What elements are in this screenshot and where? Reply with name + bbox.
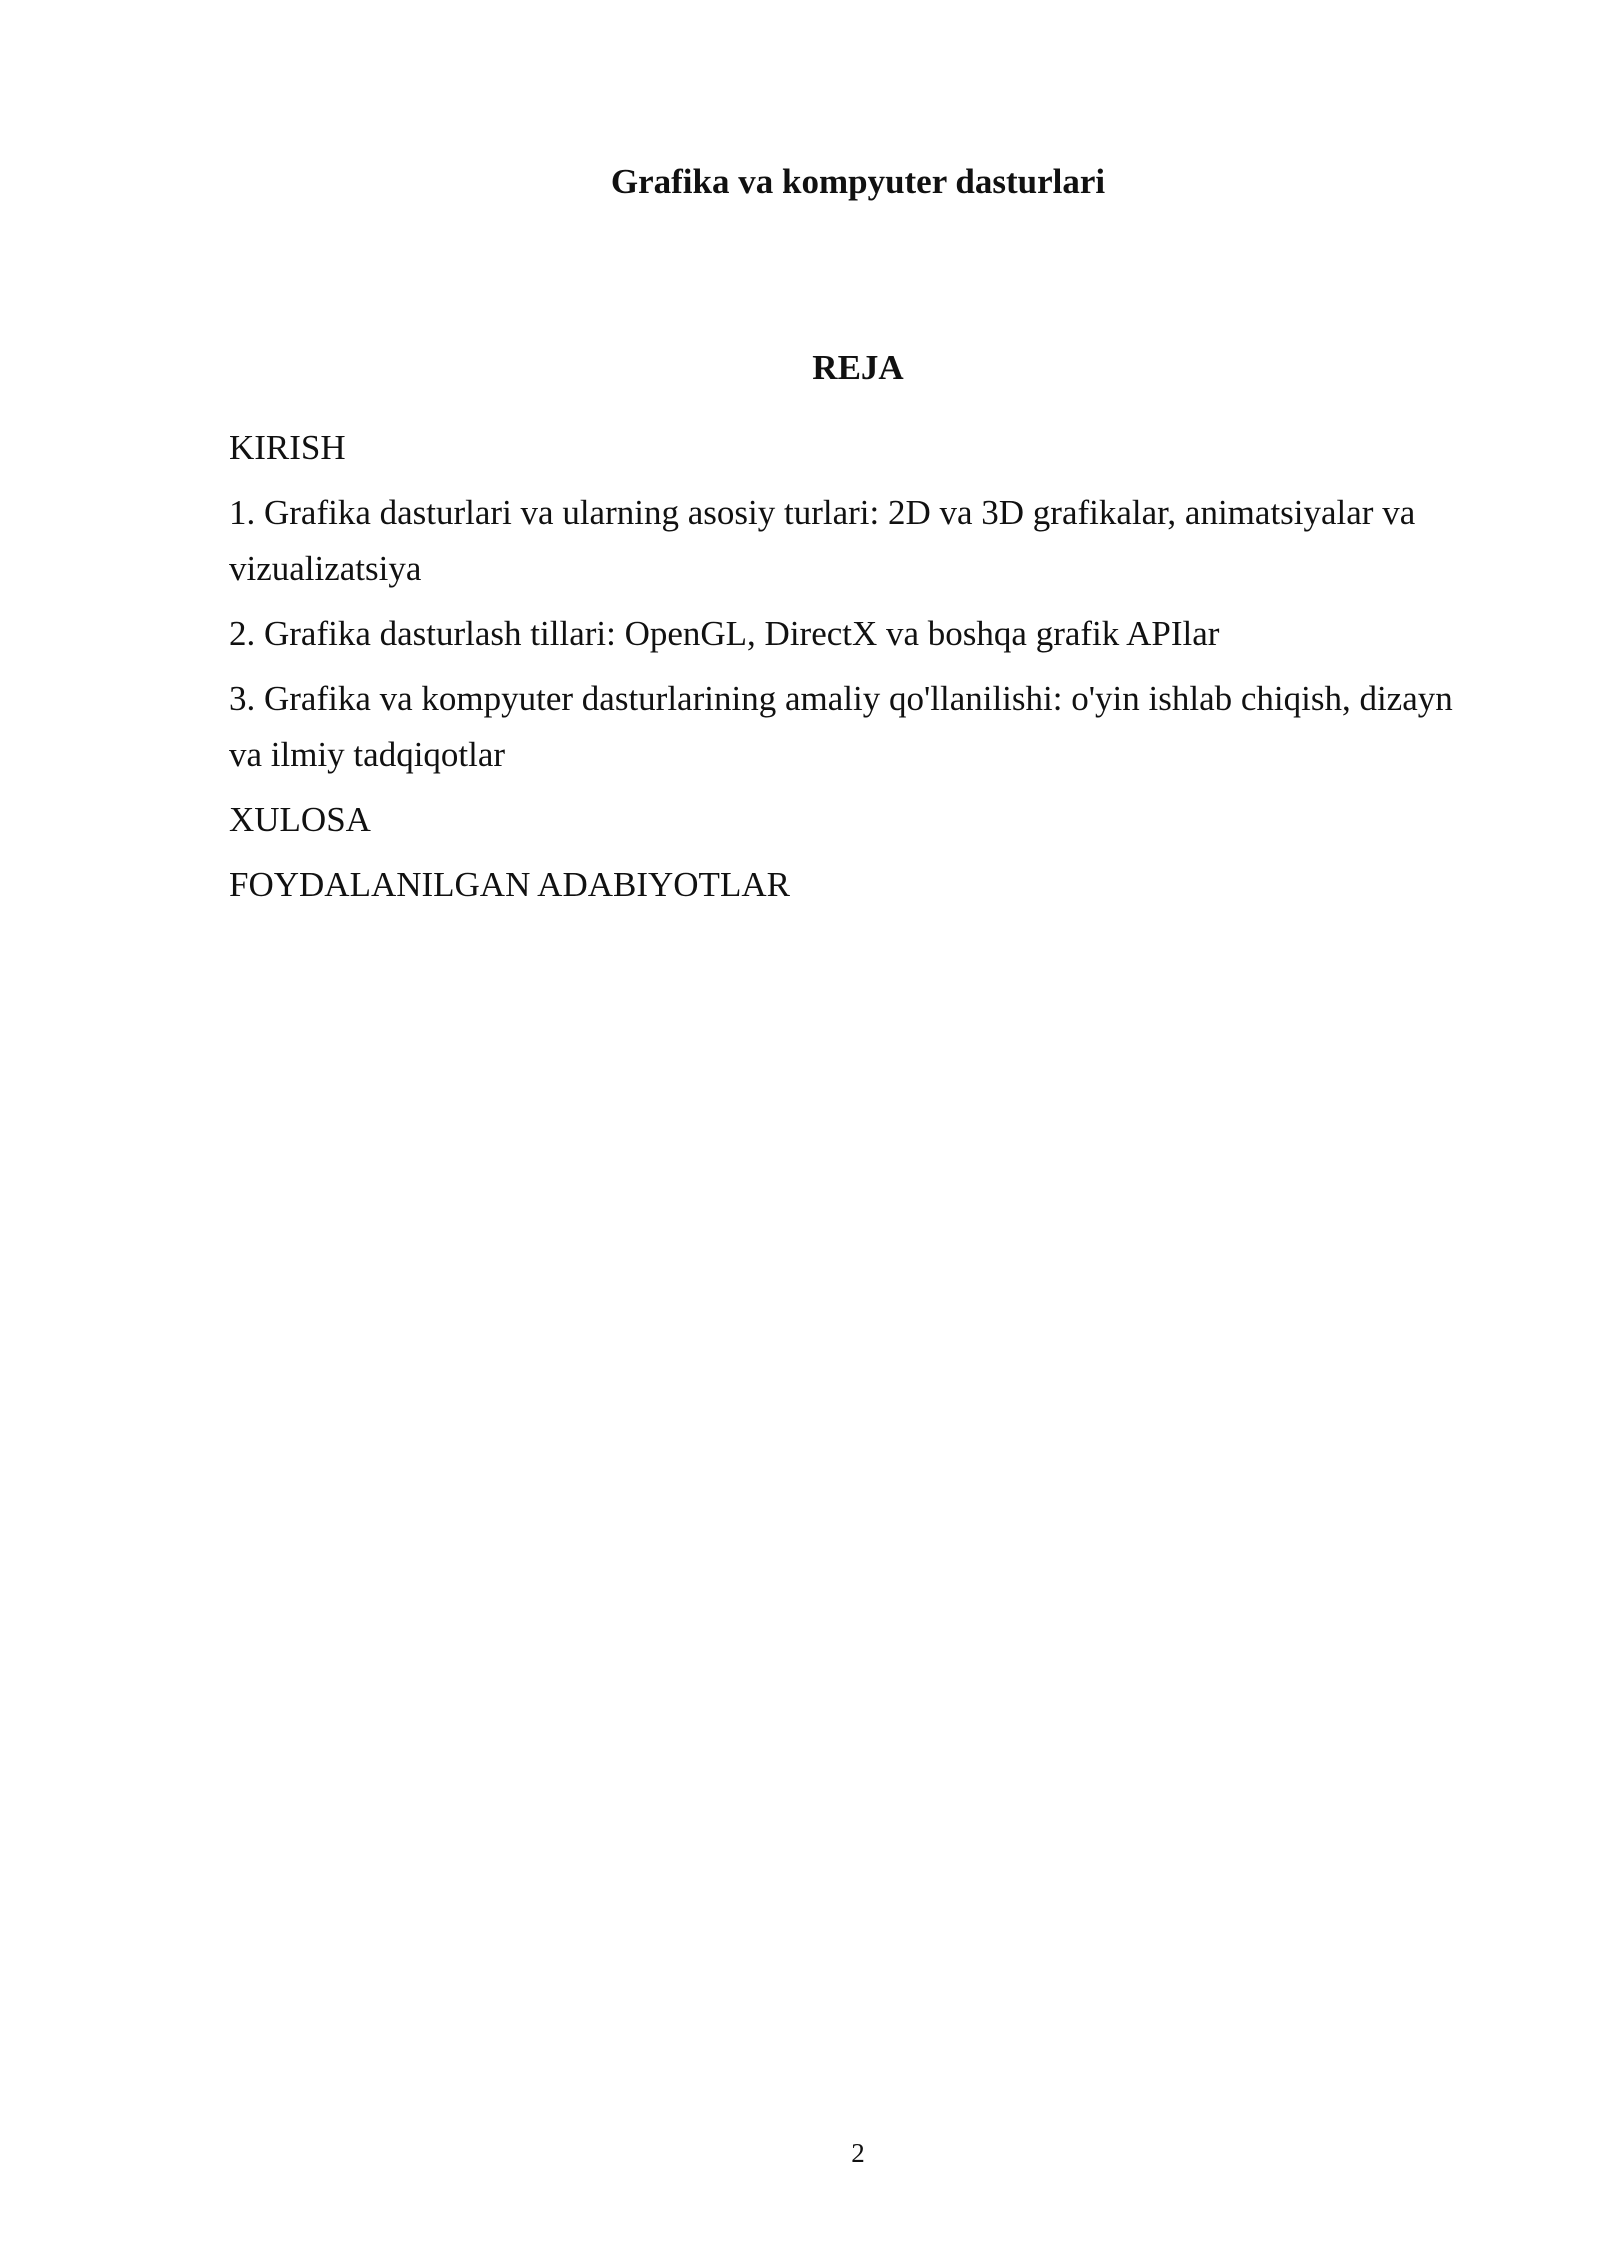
plan-item-2: 2. Grafika dasturlash tillari: OpenGL, DirectX va boshqa grafik APIlar [229,614,1220,653]
page-number: 2 [851,2138,865,2168]
plan-item-1: 1. Grafika dasturlari va ularning asosiy turlari: 2D va 3D grafikalar, animatsiyalar va vizualizatsiya [229,493,1416,588]
plan-item-references: FOYDALANILGAN ADABIYOTLAR [229,865,790,904]
plan-item-3: 3. Grafika va kompyuter dasturlarining amaliy qo'llanilishi: o'yin ishlab chiqish, dizayn va ilmiy tadqiqotlar [229,679,1453,774]
plan-item-conclusion: XULOSA [229,800,371,839]
plan-heading: REJA [812,348,904,387]
plan-list [229,420,1479,922]
plan-item-intro: KIRISH [229,428,346,467]
document-title: Grafika va kompyuter dasturlari [610,162,1106,201]
